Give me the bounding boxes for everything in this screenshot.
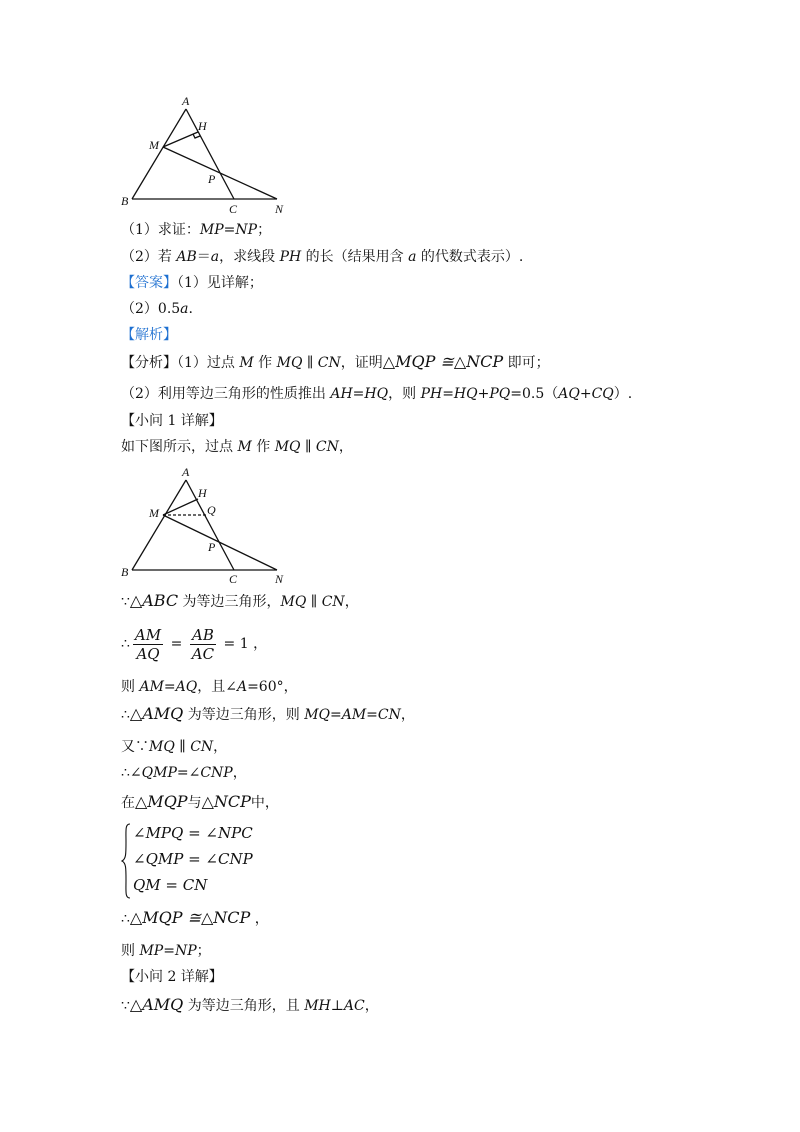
answer-tag: 【答案】	[121, 275, 177, 291]
analysis-tag: 【解析】	[121, 327, 177, 343]
label-h: H	[198, 119, 207, 133]
solution-line-3: ∴ $\frac{AM}{AQ}$ = $\frac{AB}{AC}$ = 1 ，	[121, 625, 268, 663]
label-c: C	[229, 572, 238, 586]
solution-line-9: ∴△MQP ≅△NCP ，	[121, 908, 269, 927]
solution-line-2: ∵△ABC 为等边三角形，MQ ∥ CN，	[121, 591, 359, 610]
sub-question-1-heading: 【小问 1 详解】	[121, 413, 223, 429]
answer-line-2: （2）0.5a.	[121, 301, 193, 317]
question-1: （1）求证：MP=NP；	[121, 222, 272, 238]
left-brace	[121, 822, 131, 900]
answer-line-1: 【答案】（1）见详解；	[121, 275, 263, 291]
label-q: Q	[207, 503, 216, 517]
solution-line-7: ∴∠QMP=∠CNP，	[121, 765, 247, 781]
segment-mn	[163, 515, 277, 570]
solution-line-1: 如下图所示，过点 M 作 MQ ∥ CN，	[121, 439, 353, 455]
label-h: H	[198, 486, 207, 500]
system-row-1: ∠MPQ = ∠NPC	[133, 824, 253, 842]
fenxi-line-1: 【分析】（1）过点 M 作 MQ ∥ CN，证明△MQP ≅△NCP 即可；	[121, 352, 550, 371]
label-p: P	[208, 540, 216, 554]
fraction-ab-ac: $\frac{AB}{AC}$	[191, 625, 215, 663]
system-row-3: QM = CN	[133, 876, 208, 894]
label-m: M	[149, 506, 159, 520]
solution-line-5: ∴△AMQ 为等边三角形，则 MQ=AM=CN，	[121, 704, 415, 723]
solution-line-11: ∵△AMQ 为等边三角形，且 MH⊥AC，	[121, 995, 379, 1014]
solution-line-4: 则 AM=AQ，且∠A=60°，	[121, 679, 298, 695]
label-p: P	[208, 172, 216, 186]
label-n: N	[275, 572, 284, 586]
sub-question-2-heading: 【小问 2 详解】	[121, 969, 223, 985]
label-b: B	[121, 194, 129, 208]
system-row-2: ∠QMP = ∠CNP	[133, 850, 253, 868]
fenxi-line-2: （2）利用等边三角形的性质推出 AH=HQ，则 PH=HQ+PQ=0.5（AQ+CQ）.	[121, 386, 633, 402]
segment-mh	[163, 499, 198, 515]
solution-line-10: 则 MP=NP；	[121, 943, 211, 959]
segment-ab	[132, 480, 186, 570]
label-n: N	[275, 202, 284, 216]
fraction-am-aq: $\frac{AM}{AQ}$	[134, 625, 162, 663]
label-a: A	[182, 94, 190, 108]
solution-line-8: 在△MQP与△NCP中，	[121, 792, 279, 811]
triangle-figure-2	[118, 465, 298, 590]
label-c: C	[229, 202, 238, 216]
label-a: A	[182, 465, 190, 479]
solution-line-6: 又∵MQ ∥ CN，	[121, 739, 228, 755]
segment-ac	[186, 480, 234, 570]
triangle-figure-1	[118, 92, 298, 217]
segment-mn	[163, 147, 277, 199]
question-2: （2）若 AB＝a，求线段 PH 的长（结果用含 a 的代数式表示）.	[121, 249, 524, 265]
label-b: B	[121, 565, 129, 579]
label-m: M	[149, 138, 159, 152]
